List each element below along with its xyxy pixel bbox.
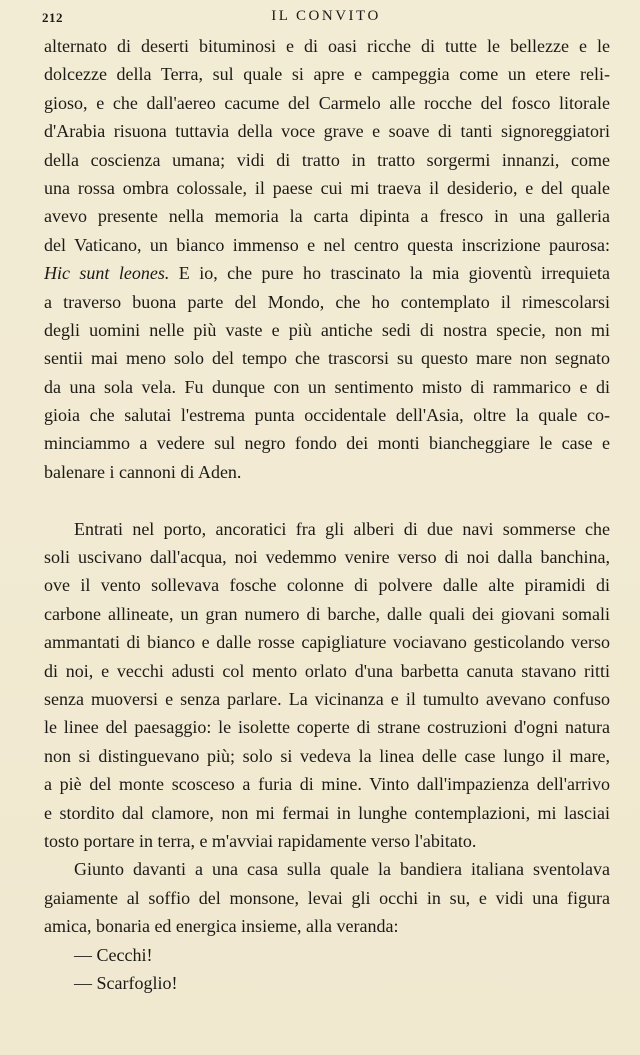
text-fragment: E io, che pure ho trascinato la mia gioventù irrequieta — [169, 263, 610, 284]
running-head — [42, 8, 610, 30]
text-line: sentii mai meno solo del tempo che trascorsi su questo mare non segnato — [44, 348, 610, 369]
text-line: da una sola vela. Fu dunque con un sentimento misto di rammarico e di — [44, 376, 610, 397]
text-line: non si distinguevano più; solo si vedeva la linea delle case lungo il mare, — [44, 745, 610, 766]
text-line: tosto portare in terra, e m'avviai rapidamente verso l'abitato. — [44, 830, 477, 851]
text-line: gioso, e che dall'aereo cacume del Carmelo alle rocche del fosco litorale — [44, 92, 610, 113]
text-line: a traverso buona parte del Mondo, che ho contemplato il rimescolarsi — [44, 291, 610, 312]
text-line: avevo presente nella memoria la carta dipinta a fresco in una galleria — [44, 206, 610, 227]
text-line: ove il vento sollevava fosche colonne di polvere dalle alte piramidi di — [44, 575, 610, 596]
text-line: dolcezze della Terra, sul quale si apre e campeggia come un etere reli- — [44, 64, 610, 85]
journal-title: IL CONVITO — [271, 8, 381, 24]
text-line: gaiamente al soffio del monsone, levai gli occhi in su, e vidi una figura — [44, 887, 610, 908]
text-line: Giunto davanti a una casa sulla quale la bandiera italiana sventolava — [74, 859, 610, 880]
text-line: le linee del paesaggio: le isolette coperte di strane costruzioni d'ogni natura — [44, 717, 610, 738]
text-line: minciammo a vedere sul negro fondo dei monti biancheggiare le case e — [44, 433, 610, 454]
dialogue-line: — Scarfoglio! — [74, 972, 178, 993]
italic-inscription: Hic sunt leones. — [44, 263, 170, 284]
text-line: balenare i cannoni di Aden. — [44, 461, 242, 482]
paragraph-gap — [44, 486, 610, 514]
text-line: carbone allineate, un gran numero di barche, dalle quali dei giovani somali — [44, 603, 610, 624]
text-line-with-italic — [44, 259, 610, 287]
text-line: a piè del monte scosceso a furia di mine. Vinto dall'impazienza dell'arrivo — [44, 774, 610, 795]
text-line: soli uscivano dall'acqua, noi vedemmo venire verso di noi dalla banchina, — [44, 547, 610, 568]
text-line: amica, bonaria ed energica insieme, alla veranda: — [44, 916, 399, 937]
body-text — [44, 32, 610, 997]
text-line: Entrati nel porto, ancoratici fra gli alberi di due navi sommerse che — [74, 518, 610, 539]
dialogue-line: — Cecchi! — [74, 944, 153, 965]
text-line: ammantati di bianco e dalle rosse capigliature vociavano gesticolando verso — [44, 632, 610, 653]
text-line: alternato di deserti bituminosi e di oasi ricche di tutte le bellezze e le — [44, 36, 610, 56]
text-line: gioia che salutai l'estrema punta occidentale dell'Asia, oltre la quale co- — [44, 405, 610, 426]
text-line: e stordito dal clamore, non mi fermai in lunghe contemplazioni, mi lasciai — [44, 802, 610, 823]
text-line: senza muoversi e senza parlare. La vicinanza e il tumulto avevano confuso — [44, 688, 610, 709]
text-line: una rossa ombra colossale, il paese cui mi traeva il desiderio, e del quale — [44, 177, 610, 198]
text-line: degli uomini nelle più vaste e più antiche sedi di nostra specie, non mi — [44, 319, 610, 340]
text-line: di noi, e vecchi adusti col mento orlato d'una barbetta canuta stavano ritti — [44, 660, 610, 681]
text-line: del Vaticano, un bianco immenso e nel centro questa inscrizione paurosa: — [44, 234, 610, 255]
page-number: 212 — [42, 10, 63, 25]
text-line: della coscienza umana; vidi di tratto in tratto sorgermi innanzi, come — [44, 149, 610, 170]
text-line: d'Arabia risuona tuttavia della voce grave e soave di tanti signoreggiatori — [44, 121, 610, 142]
